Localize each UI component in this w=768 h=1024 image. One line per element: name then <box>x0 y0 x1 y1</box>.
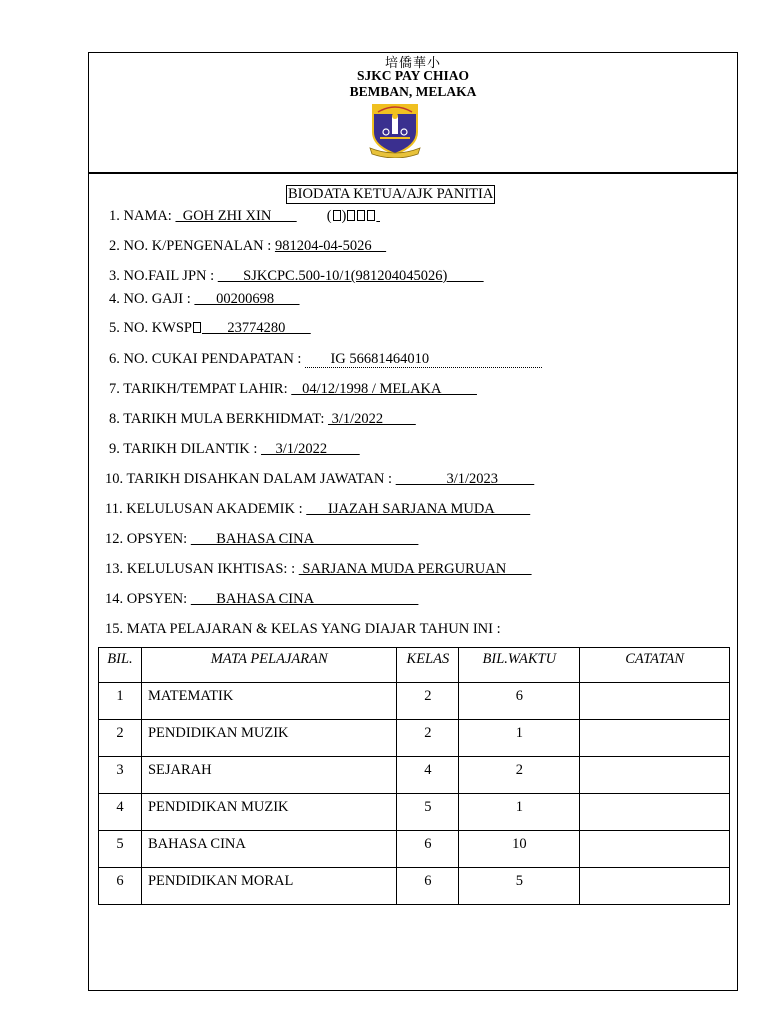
cell-bil: 5 <box>99 831 142 868</box>
cell-subject: PENDIDIKAN MORAL <box>141 868 396 905</box>
school-location: BEMBAN, MELAKA <box>349 84 477 99</box>
cell-catatan[interactable] <box>580 683 730 720</box>
cell-catatan[interactable] <box>580 757 730 794</box>
cell-catatan[interactable] <box>580 831 730 868</box>
field-mata-pelajaran-heading: 15. MATA PELAJARAN & KELAS YANG DIAJAR TAHUN INI : <box>105 621 501 637</box>
field-disahkan: 10. TARIKH DISAHKAN DALAM JAWATAN : 3/1/2023 <box>105 471 535 487</box>
cell-kelas: 6 <box>397 831 459 868</box>
col-header-bil-waktu: BIL.WAKTU <box>459 648 580 683</box>
field-opsyen-2: 14. OPSYEN: BAHASA CINA <box>105 591 419 607</box>
cell-kelas: 2 <box>397 683 459 720</box>
glyph-box-icon <box>333 210 341 221</box>
table-row <box>99 683 730 720</box>
chinese-name-placeholder <box>346 208 380 224</box>
glyph-box-icon <box>193 322 201 333</box>
cell-kelas: 2 <box>397 720 459 757</box>
cell-bil: 2 <box>99 720 142 757</box>
table-header-row <box>99 648 730 683</box>
field-value[interactable]: GOH ZHI XIN <box>175 208 297 224</box>
table-row <box>99 868 730 905</box>
field-nama: 1. NAMA: GOH ZHI XIN ( ) <box>109 207 380 225</box>
cell-waktu: 1 <box>459 720 580 757</box>
field-kwsp: 5. NO. KWSP 23774280 <box>109 320 311 336</box>
school-crest-icon <box>368 102 422 158</box>
cell-subject: PENDIDIKAN MUZIK <box>141 794 396 831</box>
cell-subject: MATEMATIK <box>141 683 396 720</box>
cell-catatan[interactable] <box>580 868 730 905</box>
field-mula-berkhidmat: 8. TARIKH MULA BERKHIDMAT: 3/1/2022 <box>109 411 416 427</box>
field-label: 1. NAMA: <box>109 208 176 224</box>
form-page <box>88 52 738 991</box>
cell-subject: BAHASA CINA <box>141 831 396 868</box>
cell-waktu: 10 <box>459 831 580 868</box>
cell-bil: 3 <box>99 757 142 794</box>
table-row <box>99 831 730 868</box>
cell-waktu: 1 <box>459 794 580 831</box>
school-name: SJKC PAY CHIAO <box>356 68 469 83</box>
cell-catatan[interactable] <box>580 720 730 757</box>
table-row <box>99 720 730 757</box>
form-title: BIODATA KETUA/AJK PANITIA <box>288 186 494 202</box>
field-opsyen-1: 12. OPSYEN: BAHASA CINA <box>105 531 419 547</box>
field-gaji: 4. NO. GAJI : 00200698 <box>109 291 300 307</box>
field-lahir: 7. TARIKH/TEMPAT LAHIR: 04/12/1998 / MELAKA <box>109 381 477 397</box>
cell-catatan[interactable] <box>580 794 730 831</box>
cell-kelas: 4 <box>397 757 459 794</box>
field-cukai: 6. NO. CUKAI PENDAPATAN : IG 56681464010 <box>109 351 542 367</box>
cell-waktu: 2 <box>459 757 580 794</box>
cell-waktu: 5 <box>459 868 580 905</box>
table-row <box>99 757 730 794</box>
field-dilantik: 9. TARIKH DILANTIK : 3/1/2022 <box>109 441 360 457</box>
field-fail-jpn: 3. NO.FAIL JPN : SJKCPC.500-10/1(981204045026) <box>109 268 484 284</box>
col-header-bil: BIL. <box>99 648 142 683</box>
cell-bil: 6 <box>99 868 142 905</box>
cell-subject: SEJARAH <box>141 757 396 794</box>
cell-bil: 4 <box>99 794 142 831</box>
cell-kelas: 5 <box>397 794 459 831</box>
cell-waktu: 6 <box>459 683 580 720</box>
cell-kelas: 6 <box>397 868 459 905</box>
field-ic: 2. NO. K/PENGENALAN : 981204-04-5026 <box>109 238 387 254</box>
cell-subject: PENDIDIKAN MUZIK <box>141 720 396 757</box>
field-ikhtisas: 13. KELULUSAN IKHTISAS: : SARJANA MUDA PERGURUAN <box>105 561 532 577</box>
col-header-mata-pelajaran: MATA PELAJARAN <box>141 648 396 683</box>
school-header <box>89 53 737 174</box>
subjects-table <box>98 647 730 905</box>
col-header-catatan: CATATAN <box>580 648 730 683</box>
school-chinese-name: 培僑華小 <box>384 56 441 71</box>
table-row <box>99 794 730 831</box>
col-header-kelas: KELAS <box>397 648 459 683</box>
cell-bil: 1 <box>99 683 142 720</box>
field-akademik: 11. KELULUSAN AKADEMIK : IJAZAH SARJANA MUDA <box>105 501 531 517</box>
